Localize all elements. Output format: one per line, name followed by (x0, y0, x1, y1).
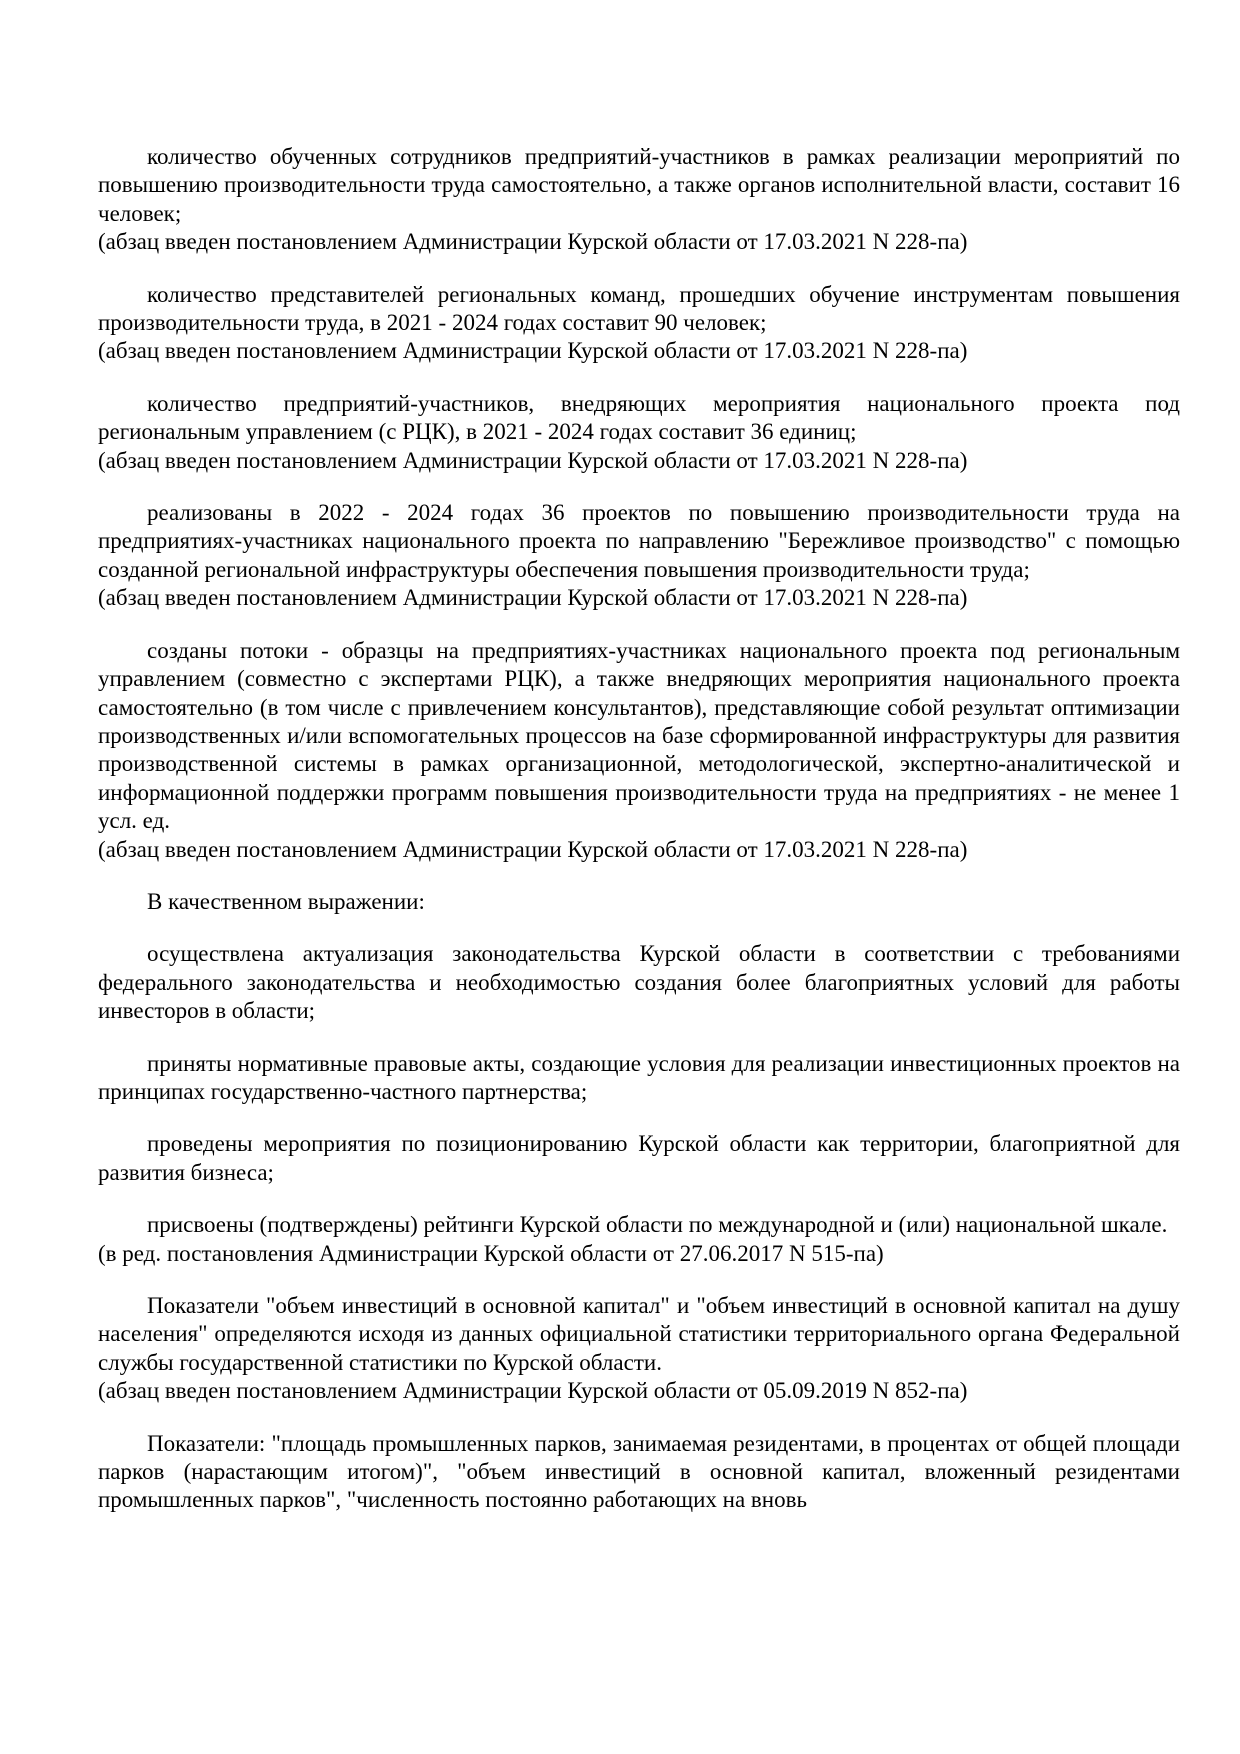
paragraph: количество представителей региональных команд, прошедших обучение инструментам повышения производительности труда, в 2021 - 2024 годах составит 90 человек; (98, 281, 1180, 336)
amendment-note: (абзац введен постановлением Администрации Курской области от 17.03.2021 N 228-па) (98, 338, 968, 364)
paragraph: приняты нормативные правовые акты, создающие условия для реализации инвестиционных проектов на принципах государственно-частного партнерства; (98, 1050, 1180, 1104)
paragraph: проведены мероприятия по позиционированию Курской области как территории, благоприятной для развития бизнеса; (98, 1131, 1180, 1185)
paragraph: Показатели "объем инвестиций в основной капитал" и "объем инвестиций в основной капитал на душу населения" определяются исходя из данных официальной статистики территориального органа Федеральной службы государственной статистики по Курской области. (98, 1293, 1180, 1375)
paragraph: созданы потоки - образцы на предприятиях-участниках национального проекта под региональным управлением (совместно с экспертами РЦК), а также внедряющих мероприятия национального проекта самостоятельно (в том числе с привлечением консультантов), представляющие собой результат оптимизации производственных и/или вспомогательных процессов на базе сформированной инфраструктуры для развития производственной системы в рамках организационной, методологической, экспертно-аналитической и информационной поддержки программ повышения производительности труда на предприятиях - не менее 1 усл. ед. (98, 637, 1180, 834)
paragraph: В качественном выражении: (147, 888, 425, 914)
amendment-note: (абзац введен постановлением Администрации Курской области от 17.03.2021 N 228-па) (98, 585, 968, 611)
amendment-note: (абзац введен постановлением Администрации Курской области от 17.03.2021 N 228-па) (98, 836, 968, 862)
paragraph: присвоены (подтверждены) рейтинги Курской области по международной и (или) национальной шкале. (147, 1212, 1168, 1238)
paragraph: осуществлена актуализация законодательства Курской области в соответствии с требованиями федерального законодательства и необходимостью создания более благоприятных условий для работы инвесторов в области; (98, 941, 1180, 1024)
paragraph: количество обученных сотрудников предприятий-участников в рамках реализации мероприятий по повышению производительности труда самостоятельно, а также органов исполнительной власти, составит 16 человек; (98, 144, 1180, 226)
paragraph: реализованы в 2022 - 2024 годах 36 проектов по повышению производительности труда на предприятиях-участниках национального проекта по направлению "Бережливое производство" с помощью созданной региональной инфраструктуры обеспечения повышения производительности труда; (98, 500, 1180, 582)
paragraph: количество предприятий-участников, внедряющих мероприятия национального проекта под региональным управлением (с РЦК), в 2021 - 2024 годах составит 36 единиц; (98, 390, 1180, 445)
amendment-note: (абзац введен постановлением Администрации Курской области от 17.03.2021 N 228-па) (98, 229, 968, 255)
document-body (98, 143, 1180, 1515)
paragraph: Показатели: "площадь промышленных парков, занимаемая резидентами, в процентах от общей площади парков (нарастающим итогом)", "объем инвестиций в основной капитал, вложенный резидентами промышленных парков", "численность постоянно работающих на вновь (98, 1430, 1180, 1513)
amendment-note: (в ред. постановления Администрации Курской области от 27.06.2017 N 515-па) (98, 1240, 884, 1266)
amendment-note: (абзац введен постановлением Администрации Курской области от 05.09.2019 N 852-па) (98, 1378, 968, 1404)
amendment-note: (абзац введен постановлением Администрации Курской области от 17.03.2021 N 228-па) (98, 447, 968, 473)
